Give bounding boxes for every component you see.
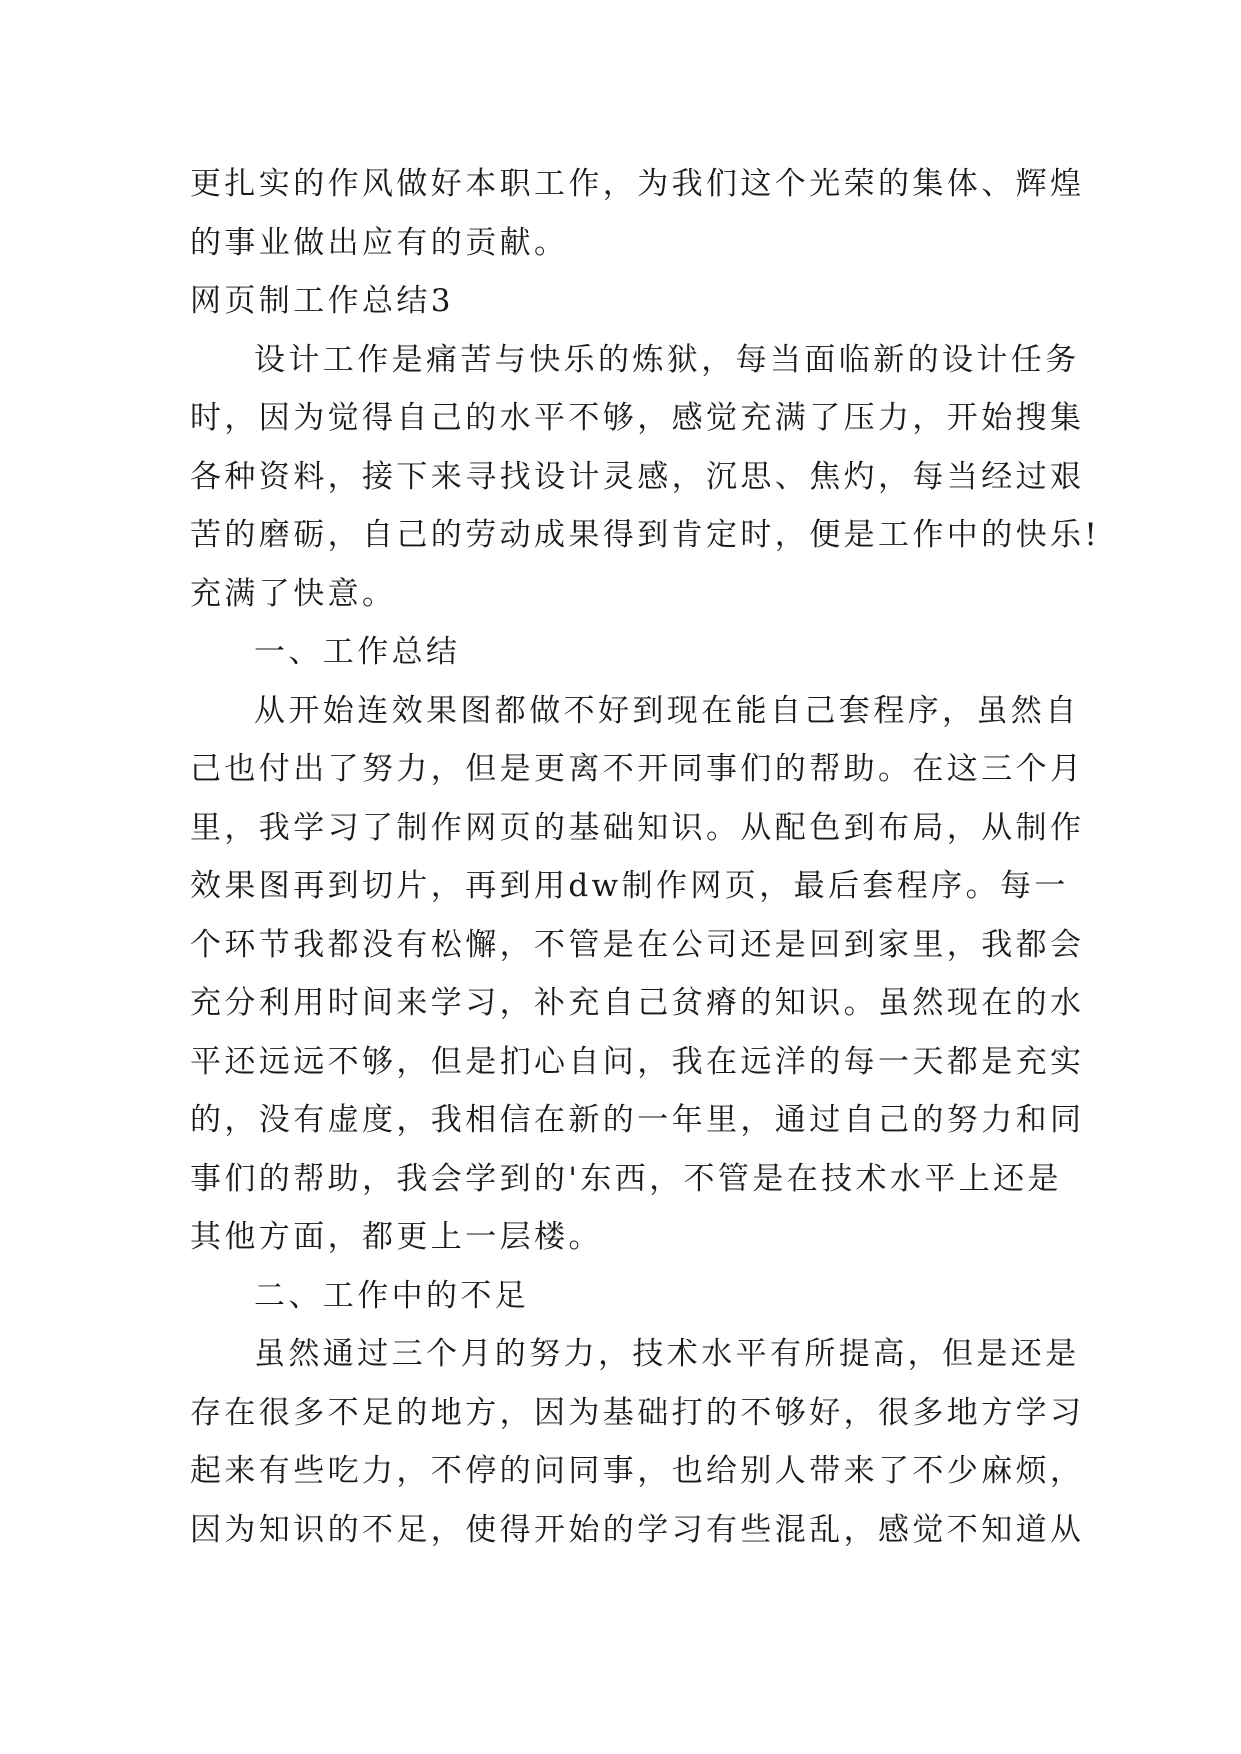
text-line: 虽然通过三个月的努力，技术水平有所提高，但是还是 [254, 1336, 1080, 1372]
text-line: 设计工作是痛苦与快乐的炼狱，每当面临新的设计任务 [254, 341, 1080, 378]
text-line: 平还远远不够，但是扪心自问，我在远洋的每一天都是充实 [190, 1043, 1085, 1080]
text-line: 因为知识的不足，使得开始的学习有些混乱，感觉不知道从 [190, 1511, 1085, 1548]
text-line: 时，因为觉得自己的水平不够，感觉充满了压力，开始搜集 [190, 400, 1085, 436]
text-line: 其他方面，都更上一层楼。 [190, 1219, 603, 1255]
section-heading: 网页制工作总结3 [190, 283, 454, 319]
document-page [190, 155, 1101, 1559]
text-line: 的，没有虚度，我相信在新的一年里，通过自己的努力和同 [190, 1102, 1085, 1138]
text-line: 各种资料，接下来寻找设计灵感，沉思、焦灼，每当经过艰 [190, 458, 1085, 495]
text-line: 从开始连效果图都做不好到现在能自己套程序，虽然自 [254, 692, 1080, 729]
text-line: 个环节我都没有松懈，不管是在公司还是回到家里，我都会 [190, 926, 1085, 963]
text-line: 事们的帮助，我会学到的'东西，不管是在技术水平上还是 [190, 1160, 1062, 1197]
text-line: 里，我学习了制作网页的基础知识。从配色到布局，从制作 [190, 809, 1085, 846]
subheading: 二、工作中的不足 [254, 1277, 530, 1314]
text-line: 充分利用时间来学习，补充自己贫瘠的知识。虽然现在的水 [190, 985, 1085, 1021]
text-line: 更扎实的作风做好本职工作，为我们这个光荣的集体、辉煌 [190, 166, 1085, 202]
text-line: 苦的磨砺，自己的劳动成果得到肯定时，便是工作中的快乐! [190, 517, 1101, 553]
text-line: 起来有些吃力，不停的问同事，也给别人带来了不少麻烦， [190, 1453, 1085, 1489]
text-line: 存在很多不足的地方，因为基础打的不够好，很多地方学习 [190, 1394, 1085, 1431]
text-line: 的事业做出应有的贡献。 [190, 224, 569, 261]
text-line: 己也付出了努力，但是更离不开同事们的帮助。在这三个月 [190, 751, 1085, 787]
subheading: 一、工作总结 [254, 634, 461, 670]
text-line: 效果图再到切片，再到用dw制作网页，最后套程序。每一 [190, 868, 1069, 904]
text-line: 充满了快意。 [190, 575, 397, 612]
